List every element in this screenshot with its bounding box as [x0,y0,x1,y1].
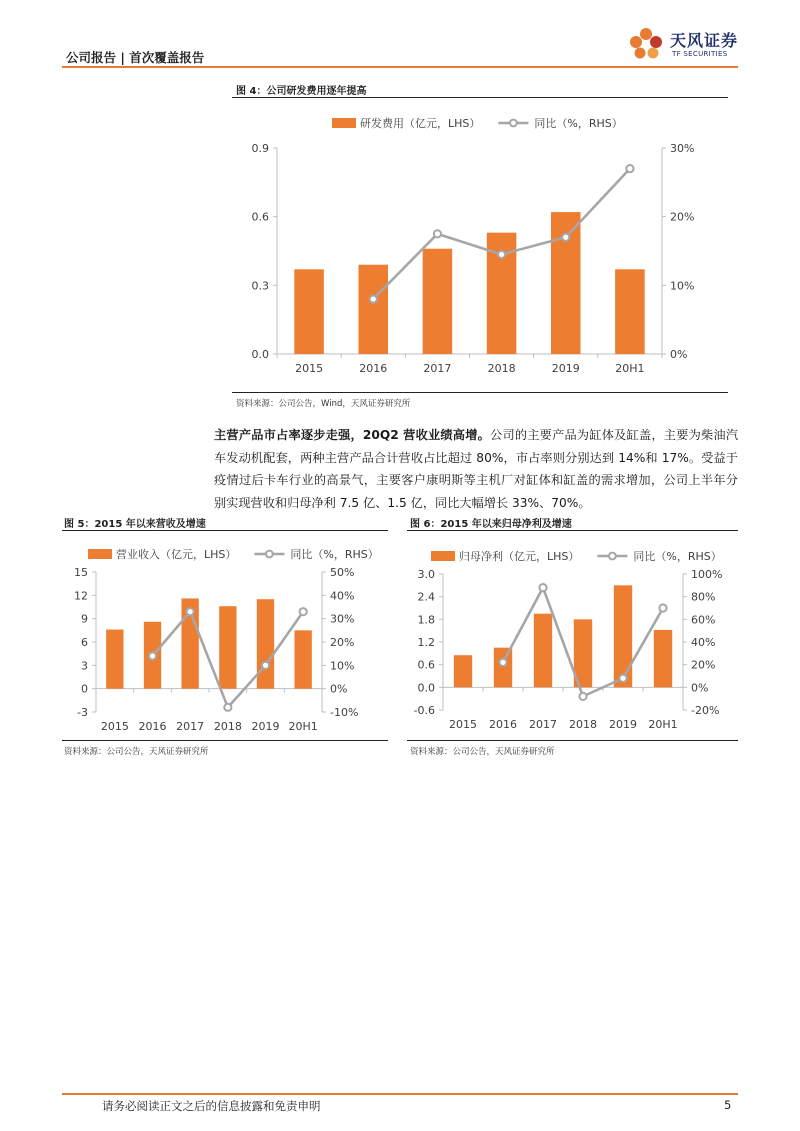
fig6-left-tick-label: 0.6 [417,658,435,672]
footer-divider [62,1093,738,1095]
fig6-legend-line-label: 同比（%，RHS） [633,550,722,563]
fig6-left-tick-label: 0.0 [417,681,435,695]
fig5-bar-2015 [106,630,123,689]
fig4-legend-bar-label: 研发费用（亿元，LHS） [360,117,481,130]
fig4-x-label-2018: 2018 [487,362,516,375]
fig6-left-tick-label: 3.0 [417,568,435,581]
fig4-growth-point-2018 [498,251,505,258]
fig6-x-label-2019: 2019 [609,718,637,731]
fig6-x-label-2016: 2016 [489,718,517,731]
logo-en-text: TF SECURITIES [672,50,728,58]
fig5-left-tick-label: 9 [81,612,88,626]
fig6-bar-2017 [534,614,552,688]
company-logo [626,22,776,66]
fig4-x-label-20H1: 20H1 [615,362,645,375]
fig6-title: 图 6：2015 年以来归母净利及增速 [410,519,572,530]
fig5-left-tick-label: -3 [77,706,88,719]
fig5-right-tick-label: 10% [330,659,355,673]
fig4-right-tick-label: 10% [670,279,695,293]
fig6-legend-bar-label: 归母净利（亿元，LHS） [459,550,580,563]
fig6-right-tick-label: 60% [691,613,716,627]
fig6-bar-20H1 [654,630,672,687]
fig4-left-tick-label: 0.0 [251,348,269,361]
fig6-growth-point-2018 [579,693,586,700]
fig5-left-tick-label: 0 [81,682,88,696]
fig5-right-tick-label: 0% [330,682,348,696]
fig4-right-tick-label: 20% [670,210,695,224]
fig4-growth-point-20H1 [626,165,633,172]
paragraph-body: 公司的主要产品为缸体及缸盖，主要为柴油汽车发动机配套，两种主营产品合计营收占比超过 80%，市占率则分别达到 14%和 17%。受益于疫情过后卡车行业的高景气，主要客户康明斯等主机厂对缸体和缸盖的需求增加，公司上半年分别实现营收和归母净利 7.5 亿、1.5 亿，同比大幅增长 33%、70%。 [214,428,739,510]
fig5-growth-point-2017 [187,608,194,615]
fig6-right-tick-label: 20% [691,658,716,672]
fig4-left-tick-label: 0.6 [251,210,269,224]
fig6-growth-point-20H1 [659,604,666,611]
fig5-title: 图 5：2015 年以来营收及增速 [64,519,206,530]
fig4-x-label-2016: 2016 [359,362,388,375]
fig4-legend-line-label: 同比（%，RHS） [534,117,623,130]
fig5-x-label-2016: 2016 [138,720,167,733]
fig6-x-label-2017: 2017 [529,718,557,731]
fig4-bar-2017 [423,249,453,354]
fig4-x-label-2017: 2017 [423,362,452,375]
fig6-right-tick-label: 80% [691,590,716,604]
paragraph-lead: 主营产品市占率逐步走强，20Q2 营收业绩高增。 [214,428,491,442]
fig6-top-rule [407,530,738,531]
fig6-legend-line-marker [609,553,616,560]
fig5-growth-point-20H1 [300,608,307,615]
fig6-chart [407,532,738,738]
fig5-left-tick-label: 3 [81,659,88,673]
fig5-growth-point-2016 [149,652,156,659]
fig5-x-label-2019: 2019 [251,720,280,733]
fig5-bar-20H1 [295,630,312,688]
fig4-growth-point-2017 [434,230,441,237]
footer-disclaimer: 请务必阅读正文之后的信息披露和免责申明 [102,1099,321,1113]
fig6-source: 资料来源：公司公告，天风证券研究所 [410,747,555,757]
fig6-x-label-2015: 2015 [449,718,477,731]
page-number: 5 [724,1098,732,1112]
fig5-legend-bar-swatch [88,549,112,559]
fig4-bar-2016 [358,265,388,354]
fig4-left-tick-label: 0.3 [251,279,269,293]
fig5-left-tick-label: 6 [81,636,88,649]
fig5-x-label-2017: 2017 [176,720,205,733]
fig6-right-tick-label: 40% [691,636,716,649]
fig5-right-tick-label: 40% [330,589,355,603]
fig4-left-tick-label: 0.9 [251,142,269,155]
fig4-right-tick-label: 0% [670,348,688,361]
fig4-bar-20H1 [615,269,645,354]
fig5-x-label-2018: 2018 [213,720,242,733]
fig6-left-tick-label: 1.2 [417,636,435,649]
fig5-x-label-20H1: 20H1 [288,720,318,733]
fig4-top-rule [232,97,728,98]
fig5-legend-line-marker [266,551,273,558]
fig6-bottom-rule [407,740,738,741]
fig6-bar-2015 [454,655,472,687]
fig6-legend-bar-swatch [431,551,455,561]
fig5-right-tick-label: 20% [330,636,355,649]
body-paragraph [214,424,738,514]
fig6-left-tick-label: -0.6 [413,704,435,717]
fig5-left-tick-label: 12 [74,589,88,603]
fig5-source: 资料来源：公司公告，天风证券研究所 [64,747,209,757]
fig6-left-tick-label: 2.4 [417,590,435,604]
fig5-chart [62,532,388,738]
fig4-chart [232,100,728,390]
fig4-growth-point-2016 [370,295,377,302]
fig6-growth-point-2016 [499,659,506,666]
fig5-growth-point-2018 [224,704,231,711]
fig5-bottom-rule [62,740,388,741]
fig6-right-tick-label: -20% [691,704,720,717]
fig4-x-label-2019: 2019 [551,362,580,375]
fig6-left-tick-label: 1.8 [417,613,435,627]
fig4-growth-point-2019 [562,234,569,241]
fig4-right-tick-label: 30% [670,142,695,155]
header-divider [62,66,738,68]
fig4-x-label-2015: 2015 [295,362,324,375]
fig5-bar-2018 [219,606,236,688]
fig4-bar-2015 [294,269,324,354]
fig5-bar-2019 [257,599,274,688]
fig4-bottom-rule [232,392,728,393]
fig5-x-label-2015: 2015 [100,720,129,733]
fig6-bar-2019 [614,585,632,687]
fig5-right-tick-label: 30% [330,612,355,626]
fig6-right-tick-label: 100% [691,568,723,581]
fig5-right-tick-label: -10% [330,706,359,719]
fig5-legend-line-label: 同比（%，RHS） [290,548,379,561]
fig5-top-rule [62,530,388,531]
fig6-x-label-2018: 2018 [569,718,597,731]
fig4-source: 资料来源：公司公告，Wind，天风证券研究所 [236,399,411,409]
fig5-right-tick-label: 50% [330,566,355,579]
fig6-growth-point-2019 [619,675,626,682]
fig4-legend-line-marker [510,120,517,127]
fig6-x-label-20H1: 20H1 [648,718,678,731]
fig5-left-tick-label: 15 [74,566,88,579]
fig5-legend-bar-label: 营业收入（亿元，LHS） [116,548,237,561]
fig5-growth-point-2019 [262,662,269,669]
flower-logo-icon [626,22,666,62]
fig6-growth-point-2017 [539,584,546,591]
fig4-title: 图 4：公司研发费用逐年提高 [236,86,367,97]
header-title: 公司报告 | 首次覆盖报告 [66,50,205,65]
logo-cn-text: 天风证券 [670,31,739,50]
fig6-right-tick-label: 0% [691,681,709,695]
fig6-bar-2016 [494,648,512,688]
fig4-legend-bar-swatch [332,118,356,128]
